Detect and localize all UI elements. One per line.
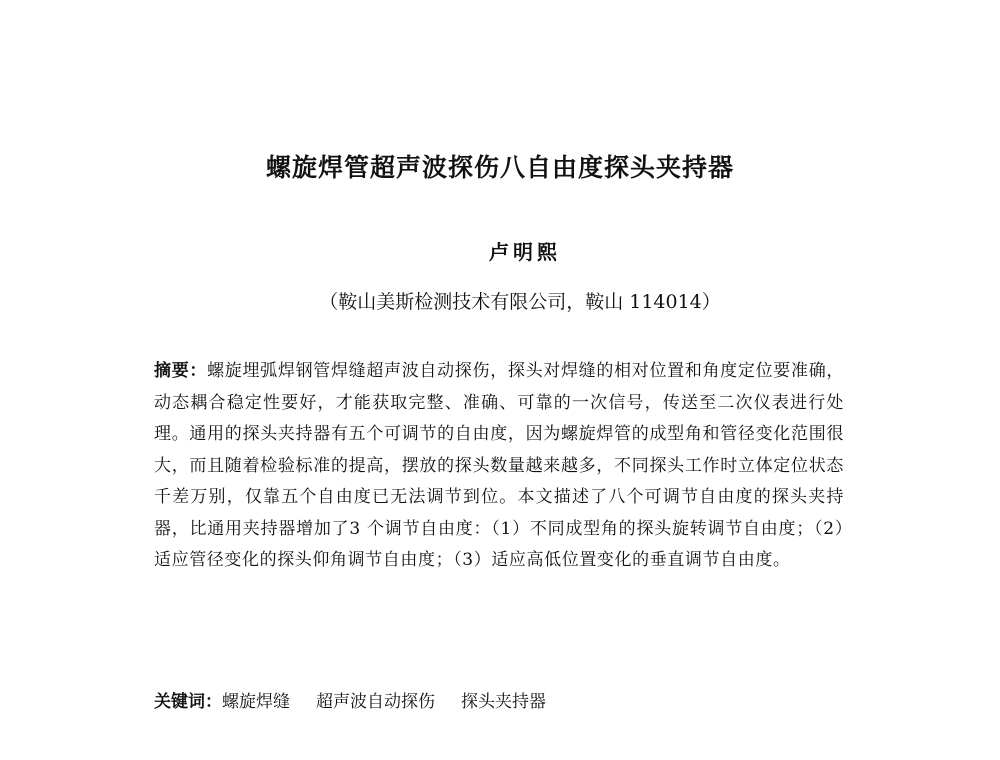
author-name: 卢明熙	[489, 240, 561, 264]
abstract-section	[154, 356, 844, 577]
author-affiliation: （鞍山美斯检测技术有限公司，鞍山 114014）	[319, 291, 721, 313]
keyword-item: 螺旋焊缝	[222, 692, 290, 712]
paper-title: 螺旋焊管超声波探伤八自由度探头夹持器	[265, 153, 734, 182]
keyword-item: 探头夹持器	[461, 692, 546, 712]
keywords-section	[154, 688, 844, 716]
abstract-label: 摘要：	[154, 361, 208, 381]
abstract-text: 螺旋埋弧焊钢管焊缝超声波自动探伤，探头对焊缝的相对位置和角度定位要准确，动态耦合稳定性要好，才能获取完整、准确、可靠的一次信号，传送至二次仪表进行处理。通用的探头夹持器有五个可调节的自由度，因为螺旋焊管的成型角和管径变化范围很大，而且随着检验标准的提高，摆放的探头数量越来越多，不同探头工作时立体定位状态千差万别，仅靠五个自由度已无法调节到位。本文描述了八个可调节自由度的探头夹持器，比通用夹持器增加了3 个调节自由度：（1）不同成型角的探头旋转调节自由度；（2）适应管径变化的探头仰角调节自由度；（3）适应高低位置变化的垂直调节自由度。	[154, 361, 844, 570]
keywords-label: 关键词：	[154, 692, 222, 712]
keyword-item: 超声波自动探伤	[316, 692, 435, 712]
